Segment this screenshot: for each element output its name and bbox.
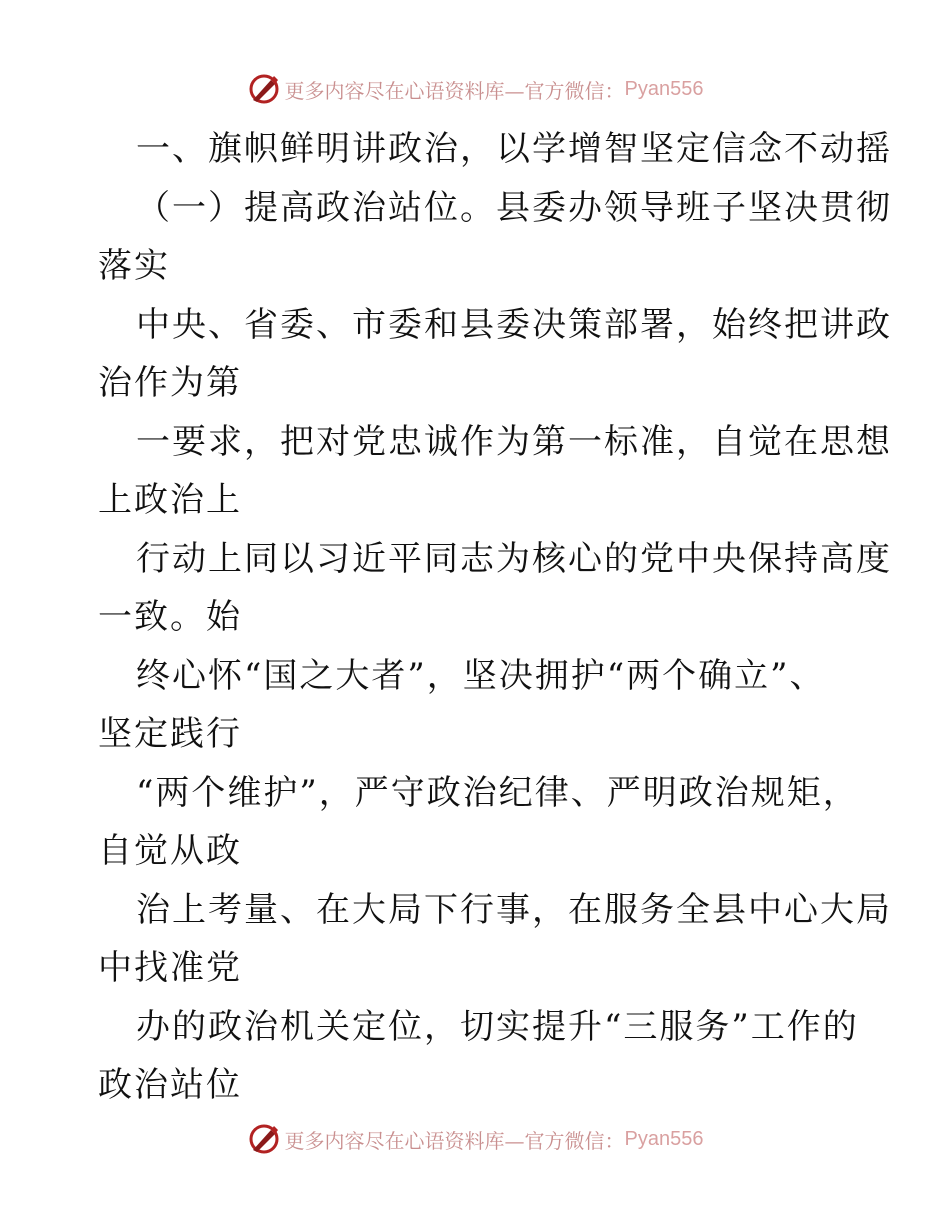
doc-line: 治作为第 (98, 363, 242, 403)
doc-line: 一致。始 (98, 597, 242, 637)
doc-line: 一要求，把对党忠诚作为第一标准，自觉在思想 (136, 421, 892, 462)
watermark-header (0, 72, 950, 106)
watermark-text: 更多内容尽在心语资料库—官方微信： (284, 78, 625, 103)
document-body (98, 120, 892, 1115)
watermark-wechat-id: Pyan556 (624, 77, 704, 100)
doc-line: 政治站位 (98, 1065, 242, 1105)
watermark-footer (0, 1122, 950, 1156)
doc-line: 行动上同以习近平同志为核心的党中央保持高度 (136, 538, 892, 579)
doc-line: “两个维护”，严守政治纪律、严明政治规矩， (136, 772, 859, 813)
pen-logo-icon (247, 1122, 281, 1156)
doc-line: 坚定践行 (98, 714, 242, 754)
doc-line: 上政治上 (98, 480, 242, 520)
doc-line: 自觉从政 (98, 831, 242, 871)
doc-line: 终心怀“国之大者”，坚决拥护“两个确立”、 (136, 655, 826, 696)
doc-line: 中央、省委、市委和县委决策部署，始终把讲政 (136, 304, 892, 345)
doc-line: （一）提高政治站位。县委办领导班子坚决贯彻 (136, 187, 892, 228)
watermark-text: 更多内容尽在心语资料库—官方微信： (284, 1128, 625, 1153)
doc-line: 办的政治机关定位，切实提升“三服务”工作的 (136, 1006, 859, 1047)
watermark-wechat-id: Pyan556 (624, 1127, 704, 1150)
pen-logo-icon (247, 72, 281, 106)
doc-line: 中找准党 (98, 948, 242, 988)
doc-line: 一、旗帜鲜明讲政治，以学增智坚定信念不动摇 (136, 129, 892, 169)
doc-line: 治上考量、在大局下行事，在服务全县中心大局 (136, 889, 892, 930)
doc-line: 落实 (98, 246, 170, 286)
